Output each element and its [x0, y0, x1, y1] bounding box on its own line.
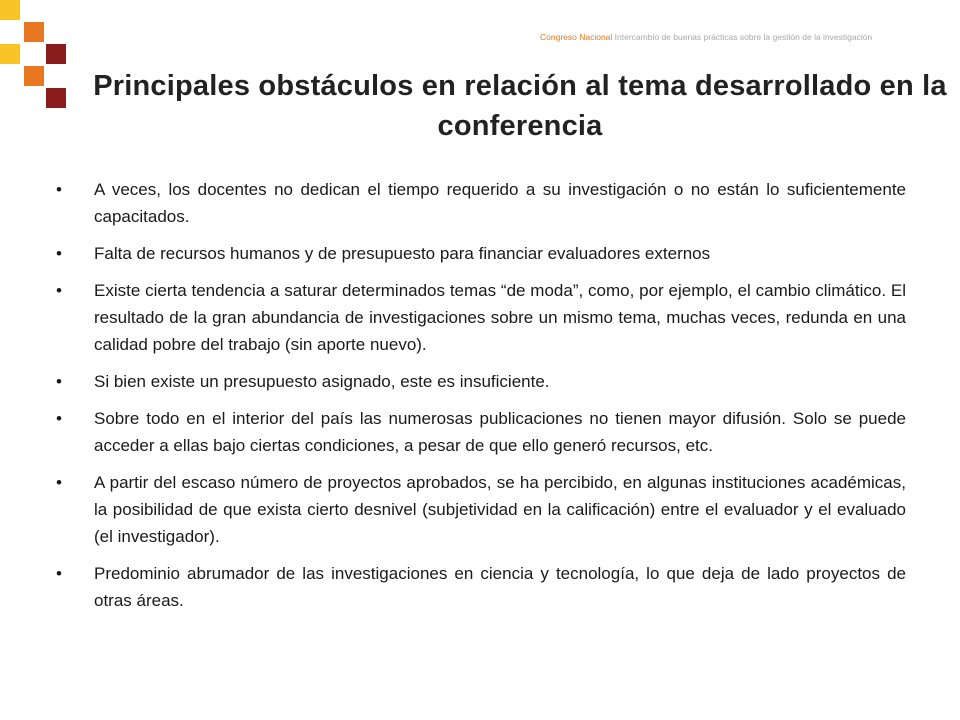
- bullet-icon: •: [56, 281, 62, 300]
- event-name: Congreso Nacional: [540, 32, 613, 42]
- event-subtitle: Intercambio de buenas prácticas sobre la gestión de la investigación: [614, 32, 873, 42]
- bullet-text: A veces, los docentes no dedican el tiempo requerido a su investigación o no están lo suficientemente capacitados.: [94, 180, 906, 226]
- logo-square-darkred: [46, 44, 66, 64]
- logo-square-orange: [24, 22, 44, 42]
- slide-title: Principales obstáculos en relación al tema desarrollado en la conferencia: [93, 70, 947, 142]
- bullet-item: [54, 560, 906, 614]
- bullet-item: [54, 469, 906, 550]
- logo-square-yellow: [0, 0, 20, 20]
- header-event-note: [540, 32, 950, 42]
- bullet-text: Existe cierta tendencia a saturar determinados temas “de moda”, como, por ejemplo, el cambio climático. El resultado de la gran abundancia de investigaciones sobre un mismo tema, muchas veces, redunda en una calidad pobre del trabajo (sin aporte nuevo).: [94, 281, 906, 354]
- bullet-icon: •: [56, 244, 62, 263]
- bullet-item: [54, 240, 906, 267]
- bullet-text: Si bien existe un presupuesto asignado, este es insuficiente.: [94, 372, 550, 391]
- logo-square-darkred: [46, 88, 66, 108]
- bullet-text: Falta de recursos humanos y de presupuesto para financiar evaluadores externos: [94, 244, 711, 263]
- logo-square-orange: [24, 66, 44, 86]
- bullet-item: [54, 176, 906, 230]
- bullet-list: [54, 176, 906, 624]
- bullet-icon: •: [56, 473, 62, 492]
- bullet-item: [54, 368, 906, 395]
- bullet-item: [54, 405, 906, 459]
- bullet-icon: •: [56, 180, 62, 199]
- logo-square-yellow: [0, 44, 20, 64]
- bullet-icon: •: [56, 409, 62, 428]
- bullet-icon: •: [56, 564, 62, 583]
- bullet-text: A partir del escaso número de proyectos aprobados, se ha percibido, en algunas instituciones académicas, la posibilidad de que exista cierto desnivel (subjetividad en la calificación) entre el evaluador y el evaluado (el investigador).: [94, 473, 906, 546]
- bullet-item: [54, 277, 906, 358]
- bullet-icon: •: [56, 372, 62, 391]
- bullet-text: Predominio abrumador de las investigaciones en ciencia y tecnología, lo que deja de lado proyectos de otras áreas.: [94, 564, 906, 610]
- bullet-text: Sobre todo en el interior del país las numerosas publicaciones no tienen mayor difusión. Solo se puede acceder a ellas bajo ciertas condiciones, a pesar de que ello generó recursos, etc.: [94, 409, 906, 455]
